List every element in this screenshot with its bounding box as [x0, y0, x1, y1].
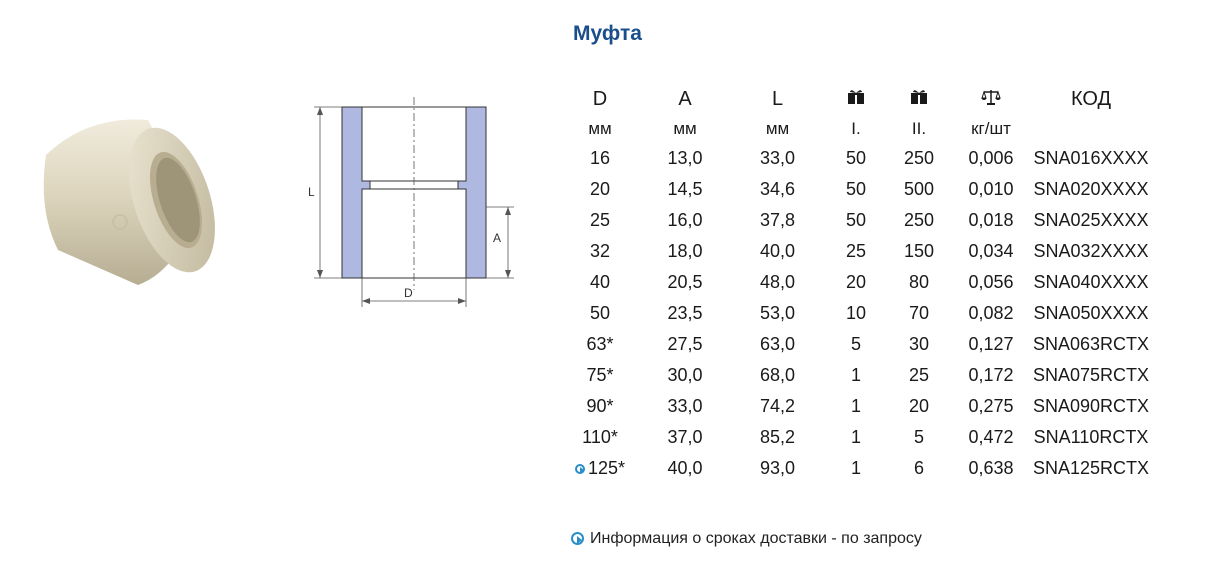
cell-pack-2: 70	[908, 303, 930, 323]
cell-weight: 0,172	[968, 365, 1014, 385]
cell-pack-2: 20	[908, 396, 930, 416]
cell-D: 63*	[586, 334, 614, 354]
package-icon	[910, 89, 928, 105]
cell-weight: 0,472	[968, 427, 1014, 447]
unit-weight: кг/шт	[971, 118, 1011, 138]
table-row	[560, 174, 1151, 205]
product-photo	[28, 100, 228, 300]
cell-weight: 0,638	[968, 458, 1014, 478]
cell-weight: 0,082	[968, 303, 1014, 323]
cell-weight: 0,010	[968, 179, 1014, 199]
unit-package-1: I.	[851, 118, 861, 138]
cell-weight: 0,275	[968, 396, 1014, 416]
info-arrow-icon	[575, 464, 585, 474]
table-row	[560, 298, 1151, 329]
table-row	[560, 143, 1151, 174]
specifications-table	[560, 84, 1151, 484]
technical-drawing	[300, 95, 520, 315]
cell-code: SNA063RCTX	[1032, 334, 1150, 354]
package-icon	[847, 89, 865, 105]
cell-A: 16,0	[667, 210, 703, 230]
cell-pack-2: 250	[903, 148, 935, 168]
cell-pack-1: 5	[850, 334, 861, 354]
cell-code: SNA075RCTX	[1032, 365, 1150, 385]
cell-A: 27,5	[667, 334, 703, 354]
table-row	[560, 453, 1151, 484]
cell-D: 16	[589, 148, 611, 168]
footnote-text: Информация о сроках доставки - по запросу	[590, 530, 922, 547]
unit-package-2: II.	[911, 118, 927, 138]
cell-A: 30,0	[667, 365, 703, 385]
cell-pack-1: 1	[850, 427, 861, 447]
unit-code	[1031, 114, 1151, 143]
cell-A: 37,0	[667, 427, 703, 447]
cell-D: 110*	[582, 427, 618, 447]
info-arrow-icon	[571, 532, 584, 545]
cell-D	[560, 453, 640, 484]
cell-pack-2: 5	[913, 427, 924, 447]
cell-weight: 0,056	[968, 272, 1014, 292]
cell-code: SNA016XXXX	[1033, 148, 1149, 168]
cell-pack-1: 50	[845, 148, 867, 168]
cell-L: 53,0	[759, 303, 796, 323]
cell-pack-1: 50	[845, 210, 867, 230]
cell-pack-2: 250	[903, 210, 935, 230]
unit-D: мм	[588, 118, 612, 138]
page-title: Муфта	[573, 22, 642, 45]
cell-weight: 0,018	[968, 210, 1014, 230]
cell-pack-1: 1	[850, 365, 861, 385]
cell-D-value: 125*	[587, 458, 626, 478]
header-D: D	[592, 87, 608, 110]
cell-D: 50	[589, 303, 611, 323]
cell-code: SNA025XXXX	[1033, 210, 1149, 230]
unit-L: мм	[765, 118, 790, 138]
cell-L: 74,2	[759, 396, 796, 416]
cell-A: 20,5	[667, 272, 703, 292]
cell-L: 93,0	[759, 458, 796, 478]
scales-icon	[981, 89, 1001, 105]
cell-pack-2: 25	[908, 365, 930, 385]
table-row	[560, 205, 1151, 236]
cell-D: 40	[589, 272, 611, 292]
cell-L: 63,0	[759, 334, 796, 354]
header-A: A	[678, 87, 692, 110]
cell-A: 14,5	[667, 179, 703, 199]
cell-L: 33,0	[759, 148, 796, 168]
table-row	[560, 391, 1151, 422]
cell-L: 34,6	[759, 179, 796, 199]
unit-A: мм	[673, 118, 697, 138]
cell-pack-2: 80	[908, 272, 930, 292]
table-row	[560, 236, 1151, 267]
cell-D: 25	[589, 210, 611, 230]
cell-pack-2: 6	[913, 458, 924, 478]
cell-pack-2: 150	[903, 241, 935, 261]
dimension-D-label: D	[404, 286, 413, 300]
cell-pack-1: 10	[845, 303, 867, 323]
cell-D: 20	[589, 179, 611, 199]
cell-code: SNA110RCTX	[1033, 427, 1149, 447]
cell-L: 37,8	[759, 210, 796, 230]
cell-pack-2: 500	[903, 179, 935, 199]
cell-pack-1: 1	[850, 458, 861, 478]
cell-pack-1: 50	[845, 179, 867, 199]
units-row	[560, 114, 1151, 143]
cell-code: SNA090RCTX	[1032, 396, 1150, 416]
table-row	[560, 360, 1151, 391]
cell-A: 18,0	[667, 241, 703, 261]
cell-L: 68,0	[759, 365, 796, 385]
header-package-1	[825, 84, 887, 114]
cell-code: SNA032XXXX	[1033, 241, 1149, 261]
cell-pack-1: 25	[845, 241, 867, 261]
cell-D: 32	[589, 241, 611, 261]
cell-pack-1: 1	[850, 396, 861, 416]
header-package-2	[887, 84, 951, 114]
cell-weight: 0,034	[968, 241, 1014, 261]
cell-A: 33,0	[667, 396, 703, 416]
cell-A: 23,5	[667, 303, 703, 323]
cell-D: 75*	[586, 365, 614, 385]
table-row	[560, 422, 1151, 453]
header-code: КОД	[1070, 87, 1112, 110]
dimension-A-label: A	[493, 231, 502, 245]
cell-weight: 0,127	[968, 334, 1014, 354]
cell-pack-2: 30	[908, 334, 930, 354]
cell-pack-1: 20	[845, 272, 867, 292]
cell-code: SNA050XXXX	[1033, 303, 1149, 323]
delivery-footnote	[571, 530, 922, 548]
table-row	[560, 329, 1151, 360]
cell-L: 40,0	[759, 241, 796, 261]
cell-code: SNA020XXXX	[1033, 179, 1149, 199]
cell-code: SNA040XXXX	[1033, 272, 1149, 292]
dimension-L-label: L	[308, 185, 315, 199]
cell-D: 90*	[586, 396, 614, 416]
header-row	[560, 84, 1151, 114]
cell-weight: 0,006	[968, 148, 1014, 168]
cell-code: SNA125RCTX	[1032, 458, 1150, 478]
cell-L: 85,2	[759, 427, 796, 447]
cell-A: 40,0	[667, 458, 703, 478]
cell-L: 48,0	[759, 272, 796, 292]
header-L: L	[771, 87, 784, 110]
header-weight	[951, 84, 1031, 114]
table-row	[560, 267, 1151, 298]
cell-A: 13,0	[667, 148, 703, 168]
